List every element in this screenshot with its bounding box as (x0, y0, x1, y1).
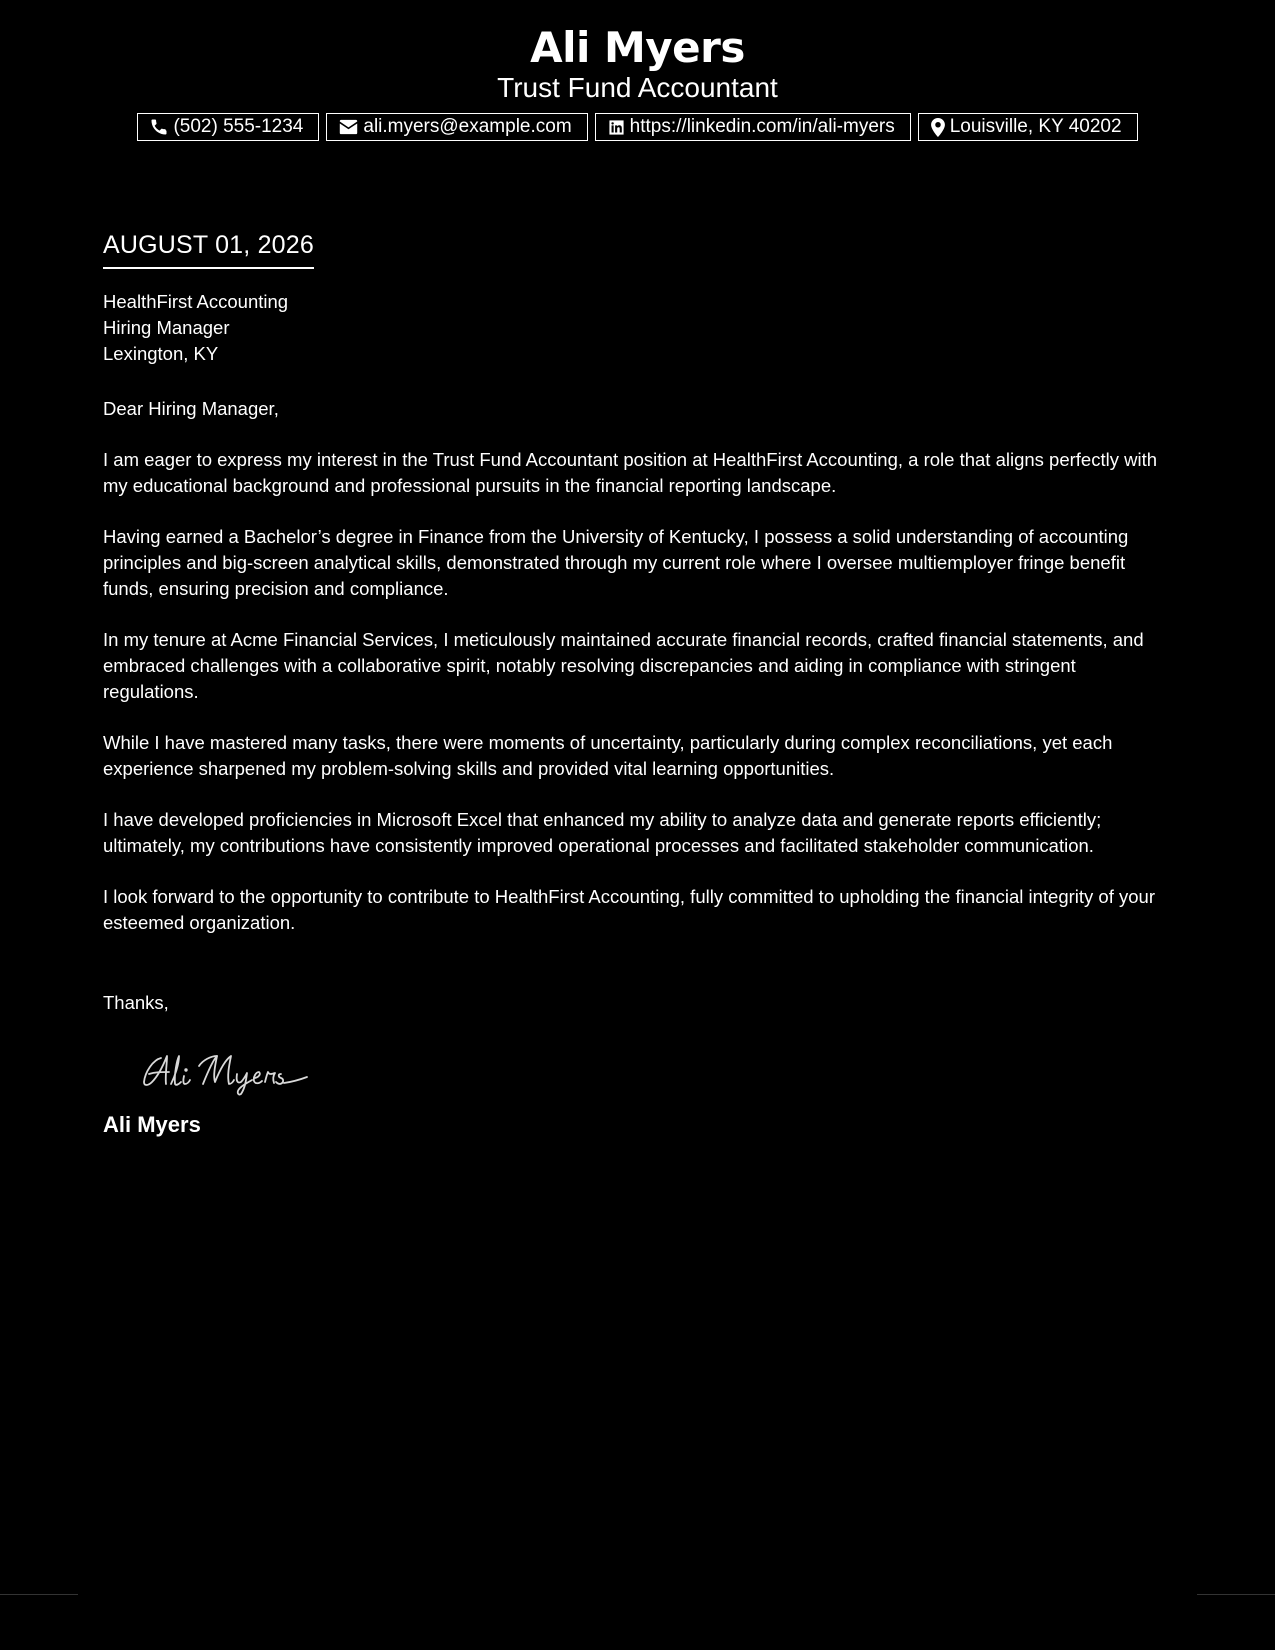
letter-header (0, 22, 1275, 104)
letter-body (103, 229, 1173, 1139)
body-paragraph: While I have mastered many tasks, there were moments of uncertainty, particularly during complex reconciliations, yet each experience sharpened my problem-solving skills and provided vital learning opportunities. (103, 732, 1113, 779)
recipient-company: HealthFirst Accounting (103, 291, 289, 312)
envelope-icon (339, 119, 358, 135)
contact-bar (0, 113, 1275, 141)
handwritten-signature (141, 1046, 1173, 1096)
recipient-block (103, 289, 1173, 367)
map-marker-icon (931, 118, 945, 137)
footer-divider-left (0, 1594, 78, 1595)
linkedin-icon (608, 119, 625, 136)
phone-icon (150, 118, 168, 136)
body-paragraph: In my tenure at Acme Financial Services, I meticulously maintained accurate financial records, crafted financial statements, and embraced challenges with a collaborative spirit, notably resolving discrepancies and aiding in compliance with stringent regulations. (103, 629, 1144, 702)
body-paragraph: I look forward to the opportunity to contribute to HealthFirst Accounting, fully committed to upholding the financial integrity of your esteemed organization. (103, 886, 1155, 933)
body-paragraph: Having earned a Bachelor’s degree in Finance from the University of Kentucky, I possess a solid understanding of accounting principles and big-screen analytical skills, demonstrated through my current role where I oversee multiemployer fringe benefit funds, ensuring precision and compliance. (103, 526, 1129, 599)
salutation: Dear Hiring Manager, (103, 398, 279, 419)
linkedin-text: https://linkedin.com/in/ali-myers (629, 116, 895, 137)
email-text: ali.myers@example.com (363, 116, 572, 137)
contact-phone[interactable] (137, 113, 319, 141)
contact-email[interactable] (326, 113, 587, 141)
job-title: Trust Fund Accountant (497, 72, 778, 103)
phone-text: (502) 555-1234 (173, 116, 304, 137)
contact-location[interactable] (918, 113, 1138, 141)
body-paragraph: I have developed proficiencies in Microsoft Excel that enhanced my ability to analyze data and generate reports efficiently; ultimately, my contributions have consistently improved operational processes and facilitated stakeholder communication. (103, 809, 1102, 856)
location-text: Louisville, KY 40202 (949, 116, 1122, 137)
letter-date: AUGUST 01, 2026 (103, 229, 314, 269)
closing: Thanks, (103, 992, 169, 1013)
body-paragraph: I am eager to express my interest in the Trust Fund Accountant position at HealthFirst Accounting, a role that aligns perfectly with my educational background and professional pursuits in the financial reporting landscape. (103, 449, 1158, 496)
recipient-location: Lexington, KY (103, 343, 219, 364)
recipient-role: Hiring Manager (103, 317, 230, 338)
footer-divider-right (1197, 1594, 1275, 1595)
contact-linkedin[interactable] (595, 113, 911, 141)
signature-image (141, 1046, 331, 1096)
signer-name: Ali Myers (103, 1112, 201, 1137)
applicant-name: Ali Myers (530, 23, 745, 72)
